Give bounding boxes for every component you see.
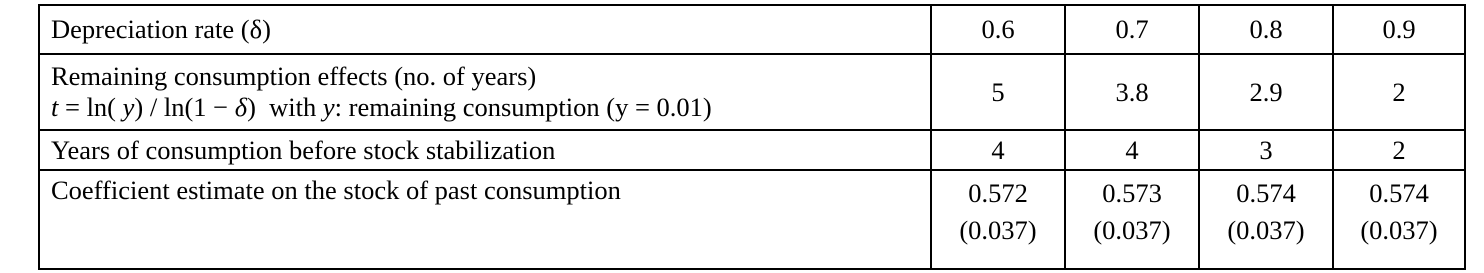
formula-y: y xyxy=(122,92,135,122)
row-label xyxy=(39,54,931,130)
formula-mid: ) / ln(1 − xyxy=(134,92,235,122)
standard-error: (0.037) xyxy=(1360,215,1438,245)
coefficient-value: 0.573 xyxy=(1102,178,1162,208)
y-variable: y xyxy=(322,92,335,122)
table-cell: 3.8 xyxy=(1065,54,1199,130)
coefficient-value: 0.574 xyxy=(1369,178,1429,208)
depreciation-table xyxy=(38,4,1466,270)
table-cell: 0.7 xyxy=(1065,5,1199,54)
formula-eq: = ln( xyxy=(58,92,123,122)
table-cell xyxy=(1333,170,1465,269)
coefficient-value: 0.574 xyxy=(1236,178,1296,208)
table-cell xyxy=(931,170,1065,269)
row-label: Coefficient estimate on the stock of past consumption xyxy=(39,170,931,269)
table-cell: 4 xyxy=(931,130,1065,170)
formula-delta: δ xyxy=(234,92,248,122)
row-label-line1: Remaining consumption effects (no. of years) xyxy=(51,61,537,91)
table-cell: 3 xyxy=(1199,130,1333,170)
row-label: Years of consumption before stock stabilization xyxy=(39,130,931,170)
table-cell: 0.8 xyxy=(1199,5,1333,54)
row-label: Depreciation rate (δ) xyxy=(39,5,931,54)
formula-t: t xyxy=(51,92,59,122)
table-cell: 4 xyxy=(1065,130,1199,170)
table-row-years-before-stabilization xyxy=(39,130,1465,170)
table-cell: 2 xyxy=(1333,130,1465,170)
table-cell: 2.9 xyxy=(1199,54,1333,130)
coefficient-value: 0.572 xyxy=(968,178,1028,208)
standard-error: (0.037) xyxy=(959,215,1037,245)
table-cell: 0.6 xyxy=(931,5,1065,54)
formula-close: ) xyxy=(247,92,256,122)
with-text: with xyxy=(255,92,323,122)
table-cell: 5 xyxy=(931,54,1065,130)
table-cell: 2 xyxy=(1333,54,1465,130)
table-cell: 0.9 xyxy=(1333,5,1465,54)
rest-text: : remaining consumption (y = 0.01) xyxy=(334,92,712,122)
standard-error: (0.037) xyxy=(1227,215,1305,245)
table-cell xyxy=(1065,170,1199,269)
table-row-depreciation-rate xyxy=(39,5,1465,54)
table-row-coefficient-estimate xyxy=(39,170,1465,269)
table-cell xyxy=(1199,170,1333,269)
formula-line xyxy=(51,92,930,123)
standard-error: (0.037) xyxy=(1093,215,1171,245)
table-row-remaining-effects xyxy=(39,54,1465,130)
